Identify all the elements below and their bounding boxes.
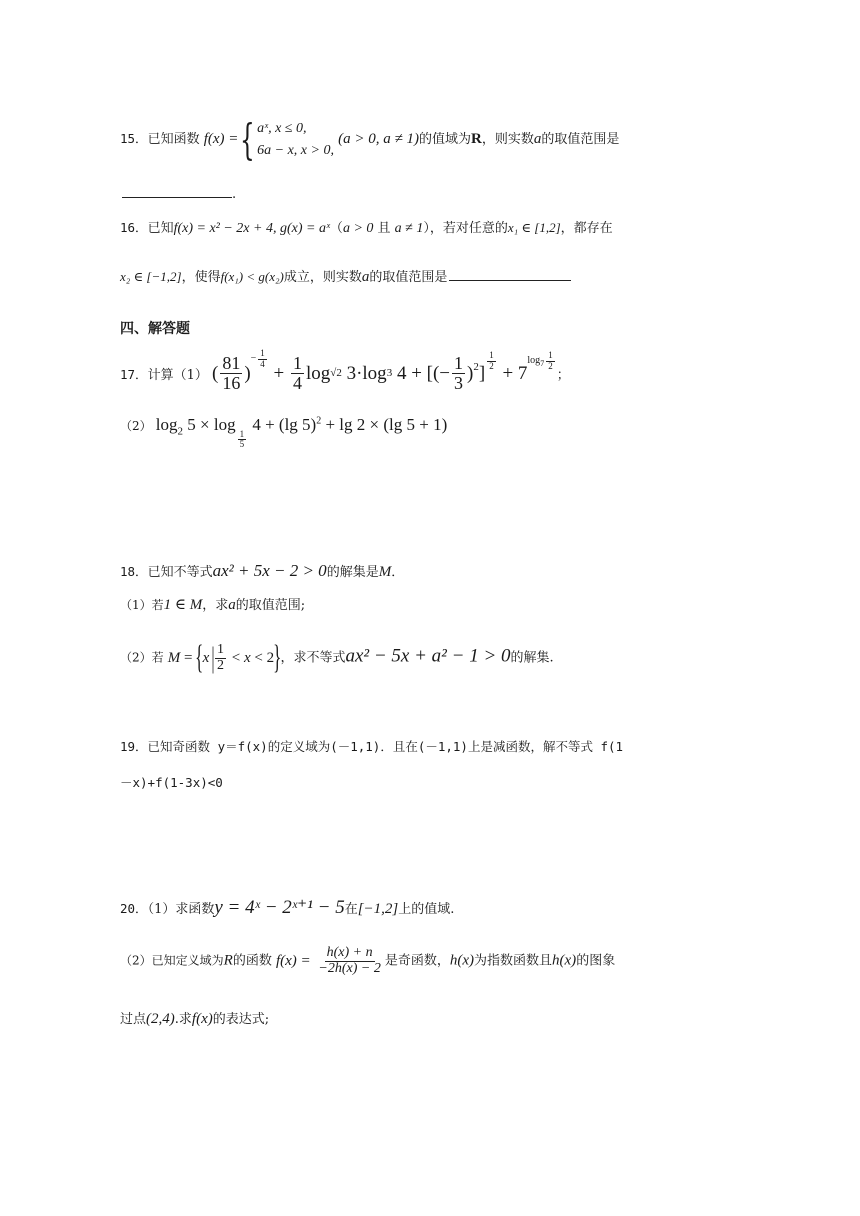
q15-text2: 的值域为 [418, 132, 471, 148]
q15-number: 15． [120, 131, 148, 147]
q17-exp-half: $\frac{1}{2}$ [489, 350, 494, 371]
q17-part2 [120, 416, 447, 449]
q19-line1: 19．已知奇函数 y＝f(x)的定义域为(－1,1)．且在(－1,1)上是减函数，解不等式 f(1 [120, 739, 624, 754]
q17-expr2: $\log_2 5 \times \log$ $_{\frac{1}{5}}$ 4 + (lg 5)$^2$ + lg 2 × (lg 5 + 1) [155, 415, 448, 449]
q15-R: R [470, 131, 482, 148]
q20-part2 [120, 946, 615, 976]
q15-case2: 6a − x, x > 0, [257, 142, 334, 158]
question-15 [120, 114, 620, 164]
q16-a: a [361, 269, 370, 285]
question-17 [120, 348, 570, 393]
q15-brace: { [240, 114, 256, 164]
q16-text5: 成立，则实数 [283, 270, 362, 285]
q20-text8: .求 [174, 1012, 192, 1027]
q17-expr1: ( $\frac{81}{16}$ ) − $\frac{1}{4}$ + $\frac{1}{4}$ log √2 3·log 3 4 + [(− $\frac{1}{3}$ ) $^2$ ] $\frac{1}{2}$ + 7 $\log_7$ $\frac{1}{2}$ [212, 354, 557, 393]
q16-functions: f(x) = x² − 2x + 4, g(x) = aˣ [173, 221, 330, 236]
q20-part1: （1）求函数 [147, 902, 215, 917]
q16-text3: ，都存在 [560, 221, 613, 236]
q18-intro: 已知不等式 [147, 565, 213, 580]
q18-text4: 的取值范围; [235, 598, 306, 613]
q20-point: (2,4) [146, 1011, 175, 1027]
question-20 [120, 898, 454, 917]
q18-text3: ，求 [202, 598, 229, 613]
q18-end: ． [391, 565, 405, 580]
q18-M: M [378, 564, 392, 580]
q16-line2 [120, 270, 571, 285]
q18-inequality: ax² + 5x − 2 > 0 [212, 561, 327, 580]
q20-hx2: h(x) [552, 952, 577, 969]
q20-text7: 过点 [120, 1012, 147, 1027]
q20-text3: 的函数 [232, 953, 272, 969]
section-heading: 四、解答题 [120, 321, 190, 337]
q16-number: 16． [120, 220, 148, 235]
q19-line2: －x)+f(1-3x)<0 [120, 775, 223, 790]
q20-part2-label: （2）已知定义域为 [120, 953, 224, 968]
q17-frac-1-4: $\frac{1}{4}$ [293, 353, 302, 393]
q16-text6: 的取值范围是 [369, 270, 448, 285]
q15-function: f(x) = [203, 131, 239, 148]
question-16 [120, 221, 613, 236]
q20-hx: h(x) [449, 952, 475, 969]
q17-frac-81-16: $\frac{81}{16}$ [222, 353, 241, 393]
q16-text4: ，使得 [181, 270, 221, 285]
q17-frac-1-3: $\frac{1}{3}$ [454, 353, 464, 393]
q18-text5: ，求不等式 [280, 650, 346, 666]
q17-end1: ； [556, 367, 570, 383]
q16-answer-blank [449, 279, 571, 281]
q18-inequality2: ax² − 5x + a² − 1 > 0 [345, 645, 511, 667]
q15-text4: 的取值范围是 [541, 132, 620, 148]
q18-part2-label: （2）若 [120, 650, 164, 665]
q16-inequality: f(x₁) < g(x₂) [220, 269, 284, 284]
q16-intro: 已知 [147, 221, 174, 236]
q18-number: 18． [120, 564, 148, 579]
q17-number: 17． [120, 366, 148, 382]
q15-answer-line [120, 188, 236, 201]
q16-x2-set: x₂ ∈ [−1,2] [120, 269, 182, 284]
q17-exp-neg-quarter: − $\frac{1}{4}$ [250, 348, 265, 369]
q20-expr1: y = 4ˣ − 2ˣ⁺¹ − 5 [214, 897, 345, 918]
q16-cond1: a > 0 [342, 221, 374, 236]
q16-x1-set: x₁ ∈ [1,2] [507, 220, 561, 235]
q18-part1 [120, 598, 305, 613]
q16-and: 且 [373, 221, 395, 236]
q16-cond2: a ≠ 1 [394, 221, 424, 236]
q18-text2: 的解集是 [326, 565, 379, 580]
question-18 [120, 562, 404, 580]
q18-cond1: 1 ∈ M [163, 597, 203, 613]
q15-case1: aˣ, x ≤ 0, [257, 121, 307, 136]
q15-cases [257, 118, 334, 161]
q20-text6: 的图象 [576, 953, 616, 969]
q18-text6: 的解集. [510, 650, 554, 666]
q20-interval: [−1,2] [357, 901, 399, 917]
q15-end: . [232, 187, 237, 202]
q17-exp-log7-half: $\log_7$ $\frac{1}{2}$ [527, 350, 553, 371]
q20-text5: 为指数函数且 [474, 953, 553, 969]
q15-condition: (a > 0, a ≠ 1) [338, 131, 419, 148]
q20-text9: 的表达式; [212, 1012, 270, 1027]
q16-text2: ），若对任意的 [423, 221, 508, 236]
q20-text2: 上的值域. [398, 902, 455, 917]
q16-paren: （ [329, 221, 343, 236]
q18-part2 [120, 641, 554, 675]
q20-fx: f(x) [191, 1011, 213, 1027]
q20-line3 [120, 1012, 269, 1027]
q17-intro: 计算（1） [147, 367, 208, 383]
q18-a: a [228, 597, 236, 613]
q18-part1-label: （1）若 [120, 598, 164, 612]
q20-fdef: f(x) = $\frac{h(x) + n}{-2h(x) - 2}$ [275, 945, 381, 976]
q15-intro: 已知函数 [147, 132, 200, 148]
q15-text3: ，则实数 [481, 132, 534, 148]
q17-part2-label: （2） [120, 419, 152, 433]
q15-a: a [533, 131, 542, 148]
q20-number: 20． [120, 901, 148, 916]
q20-R: R [223, 952, 233, 969]
q15-answer-blank [122, 196, 232, 198]
q18-set-M: M = { x | $\frac{1}{2}$ < x < 2 } [167, 639, 282, 676]
q20-text4: 是奇函数， [384, 953, 450, 969]
q20-text1: 在 [344, 902, 358, 917]
